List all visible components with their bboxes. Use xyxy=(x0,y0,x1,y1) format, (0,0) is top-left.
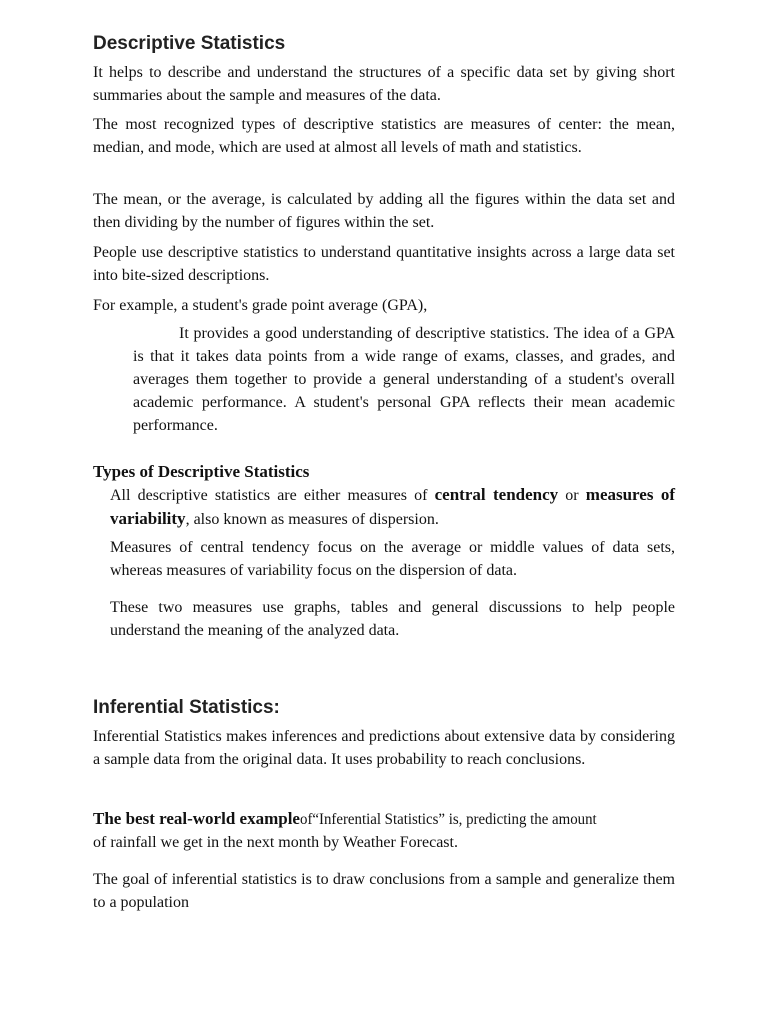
types-p1-text-a: All descriptive statistics are either measures of xyxy=(110,487,435,504)
gpa-quote-block: It provides a good understanding of descriptive statistics. The idea of a GPA is that it takes data points from a wide range of exams, classes, and grades, and averages them together to provide a general understanding of a student's overall academic performance. A student's personal GPA reflects their mean academic performance. xyxy=(133,325,675,434)
types-p1-text-c: , also known as measures of dispersion. xyxy=(185,511,439,528)
central-tendency-term: central tendency xyxy=(434,485,559,504)
descriptive-paragraph-1: It helps to describe and understand the structures of a specific data set by giving short summaries about the sample and measures of the data. xyxy=(93,64,675,104)
types-paragraph-2: Measures of central tendency focus on the average or middle values of data sets, whereas measures of variability focus on the dispersion of data. xyxy=(110,539,675,579)
types-paragraph-1 xyxy=(110,483,675,531)
inferential-statistics-heading: Inferential Statistics: xyxy=(93,697,280,718)
types-paragraph-3: These two measures use graphs, tables and general discussions to help people understand the meaning of the analyzed data. xyxy=(110,599,675,639)
measures-of-variability-term: measures of variability xyxy=(110,485,676,528)
inferential-example-line-2: of rainfall we get in the next month by Weather Forecast. xyxy=(93,834,458,851)
types-p1-text-b: or xyxy=(558,487,586,504)
descriptive-paragraph-4: People use descriptive statistics to understand quantitative insights across a large data set into bite-sized descriptions. xyxy=(93,244,675,284)
descriptive-paragraph-3: The mean, or the average, is calculated by adding all the figures within the data set and then dividing by the number of figures within the set. xyxy=(93,191,675,231)
inferential-paragraph-1: Inferential Statistics makes inferences and predictions about extensive data by considering a sample data from the original data. It uses probability to reach conclusions. xyxy=(93,728,675,768)
inferential-paragraph-3: The goal of inferential statistics is to draw conclusions from a sample and generalize them to a population xyxy=(93,871,675,911)
descriptive-statistics-heading: Descriptive Statistics xyxy=(93,33,286,54)
inferential-example-line-1: of“Inferential Statistics” is, predicting the amount xyxy=(299,811,597,828)
best-real-world-example-term: The best real-world example xyxy=(93,809,300,828)
descriptive-paragraph-2: The most recognized types of descriptive statistics are measures of center: the mean, median, and mode, which are used at almost all levels of math and statistics. xyxy=(93,116,675,156)
types-of-descriptive-statistics-heading: Types of Descriptive Statistics xyxy=(93,462,310,481)
descriptive-paragraph-5: For example, a student's grade point average (GPA), xyxy=(93,297,428,314)
inferential-example-paragraph xyxy=(93,807,675,854)
